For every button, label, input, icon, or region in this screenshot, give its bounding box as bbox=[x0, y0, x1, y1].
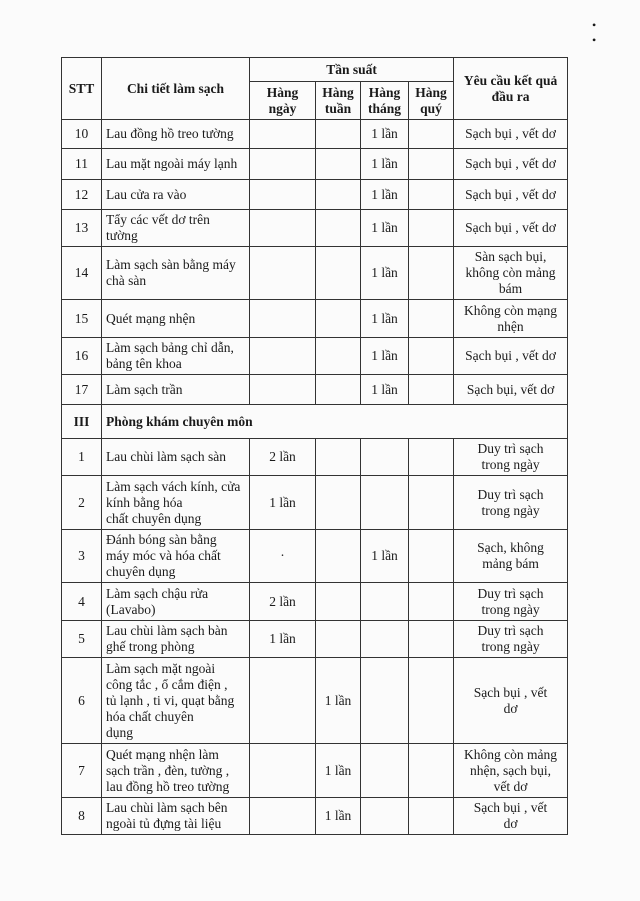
cell-result-line: Duy trì sạch bbox=[477, 486, 544, 502]
cleaning-schedule-table bbox=[61, 57, 568, 835]
header-weekly-line: tuần bbox=[324, 100, 352, 116]
header-quarterly-line: quý bbox=[420, 100, 442, 116]
cell-quarterly bbox=[409, 583, 454, 621]
cell-stt: 4 bbox=[62, 583, 102, 621]
cell-stt: 7 bbox=[62, 744, 102, 798]
cell-monthly: 1 lần bbox=[361, 530, 409, 583]
cell-weekly bbox=[316, 149, 361, 180]
cell-detail-line: tường bbox=[106, 228, 138, 243]
cell-detail-line: hóa chất chuyên bbox=[106, 708, 194, 724]
cell-stt: 1 bbox=[62, 439, 102, 476]
cell-detail bbox=[102, 476, 250, 530]
cell-result-line: Sàn sạch bụi, bbox=[474, 249, 547, 264]
cell-detail-line: lau đồng hồ treo tường bbox=[106, 778, 230, 794]
cell-daily bbox=[250, 210, 316, 247]
cell-result-line: Duy trì sạch bbox=[477, 623, 544, 638]
cell-monthly: 1 lần bbox=[361, 210, 409, 247]
cell-quarterly bbox=[409, 658, 454, 744]
cell-daily bbox=[250, 180, 316, 210]
cell-result bbox=[454, 120, 568, 149]
cell-stt: 16 bbox=[62, 338, 102, 375]
header-frequency: Tần suất bbox=[250, 58, 454, 82]
cell-daily bbox=[250, 658, 316, 744]
cell-detail-line: Tẩy các vết dơ trên bbox=[106, 212, 210, 227]
cell-quarterly bbox=[409, 338, 454, 375]
cell-result-line: Sạch bụi , vết bbox=[473, 684, 548, 700]
cell-detail-line: Quét mạng nhện bbox=[106, 310, 196, 326]
cell-monthly: 1 lần bbox=[361, 247, 409, 300]
cell-detail-line: Lau mặt ngoài máy lạnh bbox=[106, 156, 238, 171]
cell-monthly: 1 lần bbox=[361, 120, 409, 149]
cell-quarterly bbox=[409, 180, 454, 210]
cell-detail-line: kính bằng hóa bbox=[106, 494, 183, 510]
table-row bbox=[62, 210, 568, 247]
cell-quarterly bbox=[409, 375, 454, 405]
cell-result-line: nhện, sạch bụi, bbox=[470, 762, 552, 778]
cell-result-line: Sạch bụi , vết bbox=[473, 800, 548, 815]
table-row bbox=[62, 180, 568, 210]
cell-stt: 6 bbox=[62, 658, 102, 744]
cell-stt: 2 bbox=[62, 476, 102, 530]
cell-weekly bbox=[316, 621, 361, 658]
cell-daily: 2 lần bbox=[250, 439, 316, 476]
header-monthly-line: Hàng bbox=[368, 84, 401, 100]
cell-result bbox=[454, 658, 568, 744]
cell-monthly bbox=[361, 798, 409, 835]
cell-daily bbox=[250, 149, 316, 180]
cell-weekly bbox=[316, 439, 361, 476]
cell-weekly bbox=[316, 247, 361, 300]
cell-monthly bbox=[361, 658, 409, 744]
header-result-line: đầu ra bbox=[491, 88, 530, 104]
cell-stt: 10 bbox=[62, 120, 102, 149]
header-weekly-line: Hàng bbox=[322, 84, 354, 100]
cell-detail bbox=[102, 120, 250, 149]
cell-stt: 17 bbox=[62, 375, 102, 405]
cell-detail-line: Làm sạch vách kính, cửa bbox=[106, 478, 241, 494]
cell-result-line: không còn mảng bbox=[465, 265, 556, 280]
cell-result-line: vết dơ bbox=[493, 778, 528, 794]
cell-stt: 8 bbox=[62, 798, 102, 835]
cell-quarterly bbox=[409, 439, 454, 476]
cell-detail-line: Làm sạch chậu rửa bbox=[106, 585, 209, 601]
cell-monthly: 1 lần bbox=[361, 300, 409, 338]
cell-detail-line: Lau chùi làm sạch bên bbox=[106, 800, 228, 815]
cell-quarterly bbox=[409, 247, 454, 300]
cell-detail bbox=[102, 375, 250, 405]
cell-result-line: trong ngày bbox=[481, 601, 540, 617]
cell-result-line: Sạch bụi , vết dơ bbox=[465, 126, 556, 141]
cell-result-line: trong ngày bbox=[481, 502, 540, 518]
cell-detail-line: công tắc , ổ cắm điện , bbox=[106, 676, 228, 692]
cell-daily: · bbox=[250, 530, 316, 583]
table-row bbox=[62, 476, 568, 530]
cell-detail-line: tủ lạnh , ti vi, quạt bằng bbox=[106, 692, 235, 708]
cell-detail bbox=[102, 247, 250, 300]
cell-detail-line: (Lavabo) bbox=[106, 601, 156, 617]
cell-stt: 14 bbox=[62, 247, 102, 300]
cell-detail-line: dụng bbox=[106, 724, 133, 740]
cell-result-line: Duy trì sạch bbox=[477, 441, 544, 456]
cell-result bbox=[454, 798, 568, 835]
cell-detail-line: Đánh bóng sàn bằng bbox=[106, 532, 217, 547]
table-row bbox=[62, 621, 568, 658]
cell-result-line: dơ bbox=[503, 700, 518, 716]
cell-monthly bbox=[361, 476, 409, 530]
cell-weekly: 1 lần bbox=[316, 658, 361, 744]
cell-stt: 11 bbox=[62, 149, 102, 180]
cell-monthly: 1 lần bbox=[361, 180, 409, 210]
header-detail: Chi tiết làm sạch bbox=[102, 58, 250, 120]
cell-weekly bbox=[316, 476, 361, 530]
cell-quarterly bbox=[409, 621, 454, 658]
table-row bbox=[62, 375, 568, 405]
cell-weekly bbox=[316, 375, 361, 405]
cell-result bbox=[454, 247, 568, 300]
header-daily-line: Hàng bbox=[266, 84, 299, 100]
table-row bbox=[62, 658, 568, 744]
cell-detail bbox=[102, 149, 250, 180]
cell-weekly bbox=[316, 180, 361, 210]
header-stt: STT bbox=[62, 58, 102, 120]
cell-stt: 3 bbox=[62, 530, 102, 583]
table-row bbox=[62, 338, 568, 375]
cell-result-line: bám bbox=[498, 281, 523, 296]
header-result-line: Yêu cầu kết quả bbox=[463, 72, 558, 88]
cell-detail bbox=[102, 338, 250, 375]
cell-result bbox=[454, 439, 568, 476]
cell-detail bbox=[102, 744, 250, 798]
header-weekly bbox=[316, 82, 361, 120]
cell-daily bbox=[250, 300, 316, 338]
cell-result bbox=[454, 375, 568, 405]
cell-result bbox=[454, 180, 568, 210]
header-result bbox=[454, 58, 568, 120]
table-row bbox=[62, 149, 568, 180]
cell-result bbox=[454, 338, 568, 375]
cell-detail-line: Lau đồng hồ treo tường bbox=[106, 126, 234, 141]
header-daily bbox=[250, 82, 316, 120]
cell-quarterly bbox=[409, 300, 454, 338]
section-title: Phòng khám chuyên môn bbox=[102, 405, 568, 439]
cell-weekly: 1 lần bbox=[316, 798, 361, 835]
cell-monthly bbox=[361, 583, 409, 621]
section-row bbox=[62, 405, 568, 439]
cell-result-line: trong ngày bbox=[481, 457, 540, 472]
cell-detail bbox=[102, 583, 250, 621]
cell-detail-line: Làm sạch trần bbox=[106, 381, 183, 397]
header-quarterly bbox=[409, 82, 454, 120]
cell-detail-line: chất chuyên dụng bbox=[106, 510, 202, 526]
cell-daily bbox=[250, 798, 316, 835]
cell-detail-line: Làm sạch bảng chỉ dẫn, bbox=[106, 340, 234, 355]
cell-daily bbox=[250, 338, 316, 375]
cell-weekly bbox=[316, 210, 361, 247]
cell-monthly bbox=[361, 439, 409, 476]
cell-daily bbox=[250, 247, 316, 300]
table-row bbox=[62, 583, 568, 621]
cell-detail-line: Làm sạch mặt ngoài bbox=[106, 660, 216, 676]
cell-quarterly bbox=[409, 476, 454, 530]
cell-quarterly bbox=[409, 798, 454, 835]
cell-detail bbox=[102, 180, 250, 210]
cell-daily: 1 lần bbox=[250, 476, 316, 530]
cell-stt: 15 bbox=[62, 300, 102, 338]
header-quarterly-line: Hàng bbox=[415, 84, 447, 100]
cell-daily: 1 lần bbox=[250, 621, 316, 658]
cell-result bbox=[454, 583, 568, 621]
table-row bbox=[62, 439, 568, 476]
cell-result-line: Sạch bụi , vết dơ bbox=[465, 156, 556, 171]
cell-detail bbox=[102, 300, 250, 338]
header-monthly-line: tháng bbox=[367, 100, 401, 116]
cell-quarterly bbox=[409, 530, 454, 583]
cell-monthly bbox=[361, 744, 409, 798]
cell-weekly bbox=[316, 583, 361, 621]
cell-detail bbox=[102, 621, 250, 658]
cell-weekly bbox=[316, 120, 361, 149]
cell-result bbox=[454, 210, 568, 247]
table-body-part1 bbox=[62, 120, 568, 405]
cell-result-line: nhện bbox=[497, 318, 524, 334]
table-row bbox=[62, 300, 568, 338]
cell-result-line: Sạch bụi, vết dơ bbox=[466, 381, 555, 397]
cell-detail bbox=[102, 439, 250, 476]
cell-monthly: 1 lần bbox=[361, 338, 409, 375]
cell-detail-line: ghế trong phòng bbox=[106, 639, 195, 654]
cell-result-line: Sạch, không bbox=[477, 540, 544, 555]
cell-detail-line: bảng tên khoa bbox=[106, 356, 182, 371]
cell-weekly bbox=[316, 338, 361, 375]
cell-detail-line: Làm sạch sàn bằng máy bbox=[106, 257, 236, 272]
cell-result-line: Duy trì sạch bbox=[477, 585, 544, 601]
cell-result-line: Sạch bụi , vết dơ bbox=[465, 348, 556, 363]
cell-detail-line: máy móc và hóa chất bbox=[106, 548, 221, 563]
cell-result-line: Không còn mảng bbox=[464, 746, 558, 762]
cell-detail-line: chà sàn bbox=[106, 273, 147, 288]
cell-quarterly bbox=[409, 210, 454, 247]
cell-result bbox=[454, 621, 568, 658]
table-body-part2 bbox=[62, 439, 568, 835]
cell-weekly bbox=[316, 530, 361, 583]
cell-result bbox=[454, 149, 568, 180]
cell-result-line: mảng bám bbox=[482, 556, 539, 571]
section-header bbox=[62, 405, 568, 439]
cell-daily bbox=[250, 120, 316, 149]
cell-quarterly bbox=[409, 120, 454, 149]
header-daily-line: ngày bbox=[268, 100, 297, 116]
cell-detail-line: Lau cửa ra vào bbox=[106, 186, 187, 202]
table-row bbox=[62, 247, 568, 300]
cell-stt: 5 bbox=[62, 621, 102, 658]
table-row bbox=[62, 120, 568, 149]
cell-quarterly bbox=[409, 744, 454, 798]
cell-detail-line: ngoài tủ đựng tài liệu bbox=[106, 816, 222, 831]
cell-stt: 13 bbox=[62, 210, 102, 247]
cell-weekly bbox=[316, 300, 361, 338]
cell-result-line: dơ bbox=[503, 816, 518, 831]
cell-monthly: 1 lần bbox=[361, 375, 409, 405]
cell-result-line: Sạch bụi , vết dơ bbox=[465, 220, 556, 235]
cell-monthly bbox=[361, 621, 409, 658]
cell-detail-line: Lau chùi làm sạch bàn bbox=[106, 623, 228, 638]
section-stt: III bbox=[62, 405, 102, 439]
cell-result bbox=[454, 744, 568, 798]
corner-dots: • • bbox=[592, 18, 611, 47]
table-row bbox=[62, 798, 568, 835]
cell-daily: 2 lần bbox=[250, 583, 316, 621]
cell-result bbox=[454, 530, 568, 583]
cell-result-line: Không còn mạng bbox=[464, 302, 558, 318]
cell-detail bbox=[102, 210, 250, 247]
cell-weekly: 1 lần bbox=[316, 744, 361, 798]
cell-detail bbox=[102, 658, 250, 744]
cell-result-line: Sạch bụi , vết dơ bbox=[465, 186, 556, 202]
cell-result bbox=[454, 476, 568, 530]
cell-stt: 12 bbox=[62, 180, 102, 210]
cell-detail-line: sạch trần , đèn, tường , bbox=[106, 762, 230, 778]
cell-quarterly bbox=[409, 149, 454, 180]
cell-detail-line: chuyên dụng bbox=[106, 564, 176, 579]
cell-result bbox=[454, 300, 568, 338]
table-row bbox=[62, 530, 568, 583]
cell-detail bbox=[102, 530, 250, 583]
cell-detail-line: Lau chùi làm sạch sàn bbox=[106, 449, 226, 464]
cell-result-line: trong ngày bbox=[481, 639, 540, 654]
header-monthly bbox=[361, 82, 409, 120]
cell-daily bbox=[250, 375, 316, 405]
cell-daily bbox=[250, 744, 316, 798]
cell-monthly: 1 lần bbox=[361, 149, 409, 180]
cell-detail-line: Quét mạng nhện làm bbox=[106, 746, 219, 762]
table-row bbox=[62, 744, 568, 798]
cell-detail bbox=[102, 798, 250, 835]
